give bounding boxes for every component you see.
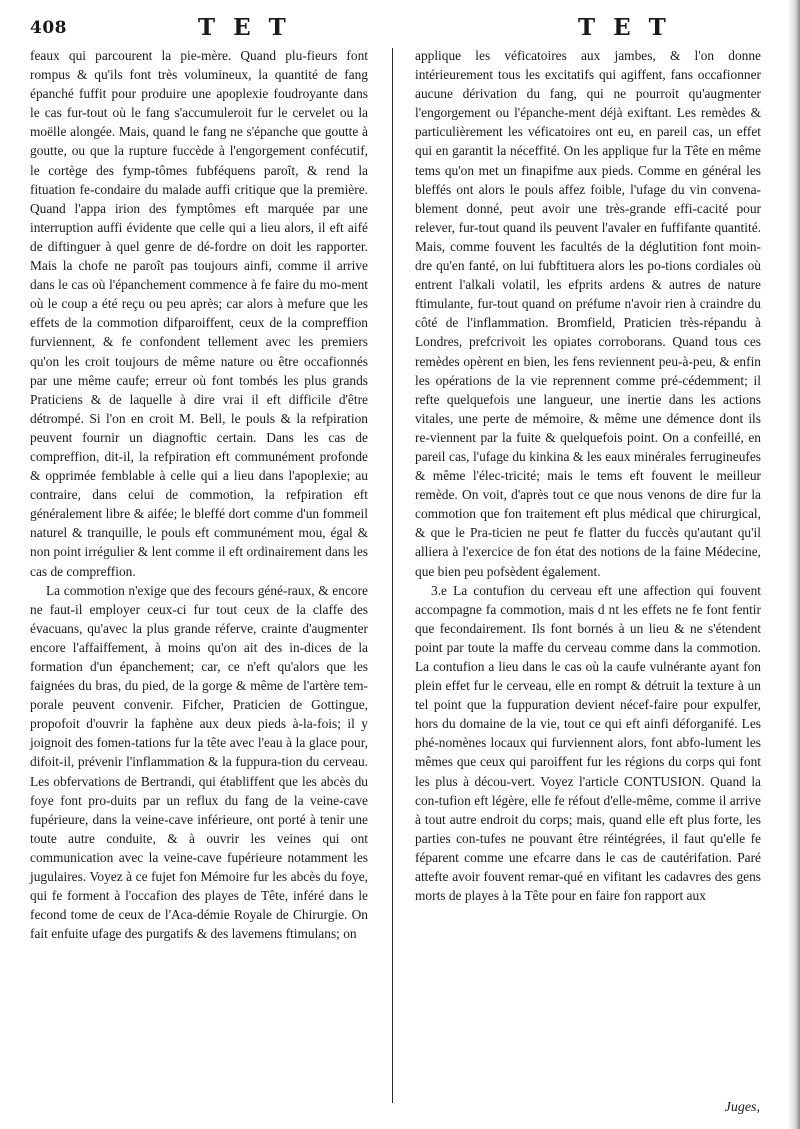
page-number: 408 — [30, 18, 67, 38]
column-divider — [392, 48, 393, 1103]
running-head-right: T E T — [578, 14, 671, 41]
paragraph: feaux qui parcourent la pie-mère. Quand plu-fieurs font rompus & qu'ils font très volumineux, la quantité de fang épanché fuffit pour produire une apoplexie foudroyante dans le cas fur-tout où le fang s'accumuleroit fur le cervelet ou la moëlle alongée. Mais, quand le fang ne s'épanche que goutte à goutte, ou que la rupture fuccède à l'engorgement confécutif, le cortège des fymp-tômes fubféquens paroît, & rend la fituation fe-condaire du malade auffi critique que la première. Quand l'appa irion des fymptômes eft marquée par une interruption auffi évidente que celle qui a lieu alors, il eft aifé de diftinguer à quel genre de dé-fordre on doit les rapporter. Mais la chofe ne paroît pas toujours ainfi, comme il arrive dans le cas où l'épanchement commence à fe faire du mo-ment où le coup a été reçu ou peu après; car alors à mefure que les effets de la commotion difparoiffent, ceux de la compreffion furviennent, & fe confondent tellement avec les premiers qu'on les croit toujours de même nature ou être occafionnés par une même caufe; erreur où font tombés les plus grands Praticiens & de laquelle à dire vrai il eft difficile d'être détrompé. Si l'on en croit M. Bell, le pouls & la refpiration peuvent fournir un diagnoftic certain. Dans les cas de compreffion, dit-il, la refpiration eft communément profonde & opprimée femblable à celle qui a lieu dans l'apoplexie; au contraire, dans celui de commotion, la refpiration eft généralement libre & aifée; le bleffé dort comme d'un fommeil naturel & tranquille, le pouls eft communément mou, égal & non point irrégulier & lent comme il eft ordinairement dans les cas de compreffion. — [30, 48, 368, 579]
paragraph: 3.e La contufion du cerveau eft une affection qui fouvent accompagne fa commotion, mais d nt les effets ne fe font fentir que fecondairement. Ils font bornés à un lieu & ne s'étendent point par toute la maffe du cerveau comme dans la commotion. La contufion a lieu dans le cas où la caufe vulnérante ayant fon plein effet fur le cerveau, elle en rompt & détruit la texture à un tel point que la fuppuration devient nécef-faire pour expulfer, hors du domaine de la vie, tout ce qui eft ainfi déforganifé. Les phé-nomènes locaux qui furviennent alors, font abfo-lument les mêmes que ceux qui paroiffent fur les régions du corps qui font les plus à décou-vert. Voyez l'article CONTUSION. Quand la con-tufion eft légère, elle fe réfout d'elle-même, comme il arrive à tout autre endroit du corps; mais, quand elle eft plus forte, les parties con-tufes ne pouvant être réintégrées, il faut qu'elle fe féparent comme une efcarre dans le cas de cautérifation. Paré attefte avoir fouvent remar-qué en vifitant les cadavres des gens morts de playes à la Tête pour en faire fon rapport aux — [415, 582, 761, 904]
running-head-left: T E T — [198, 14, 291, 41]
catchword: Juges, — [724, 1100, 760, 1115]
page-edge-shadow — [788, 0, 800, 1129]
left-text-column — [30, 46, 368, 943]
paragraph: applique les véficatoires aux jambes, & l'on donne intérieurement tous les excitatifs qui agiffent, fans occafionner aucune dérivation du fang, qui ne pourroit qu'augmenter l'engorgement ou l'épanche-ment déjà exiftant. Les remèdes & particulièrement les véficatoires ont eu, en pareil cas, un effet qui en garantit la néceffité. On les applique fur la Tête en même tems qu'on met un finapifme aux pieds. Comme en général les bleffés ont alors le pouls affez foible, l'ufage du vin convena-blement donné, peut avoir une très-grande effi-cacité pour relever, fur-tout quand ils peuvent l'avaler en fuffifante quantité. Mais, comme fouvent les facultés de la déglutition font moin-dre qu'en fanté, on lui fubftituera alors les po-tions cordiales où entrent l'alkali volatil, les efprits ardens & autres de nature ftimulante, fur-tout quand on préfume n'avoir rien à craindre du côté de l'inflammation. Bromfield, Praticien très-répandu à Londres, prefcrivoit les opiates corroborans. Quand tous ces remèdes opèrent en bien, les fens reviennent peu-à-peu, & enfin les opérations de la vie reprennent comme pré-cédemment; il refte quelquefois une langueur, une inertie dans les actions vitales, une perte de mémoire, & même une démence dont ils re-viennent par la fuite & quelquefois point. On a confeillé, en pareil cas, l'ufage du kinkina & les eaux minérales ferrugineufes & même l'élec-tricité; mais le tems eft fouvent le meilleur remède. On voit, d'après tout ce que nous venons de dire fur la commotion que fon traitement eft plus médical que chirurgical, & que le Pra-ticien ne peut fe flatter du fuccès qu'autant qu'il alliera à l'exercice de fon état des notions de la faine Médecine, que bien peu pofsèdent également. — [415, 48, 761, 579]
right-text-column — [415, 46, 761, 905]
page-header — [30, 14, 774, 44]
paragraph: La commotion n'exige que des fecours géné-raux, & encore ne faut-il employer ceux-ci fur tout ceux de la claffe des évacuans, qu'avec la plus grande réferve, crainte d'augmenter encore l'affaiffement, à moins qu'on ait des in-dices de la formation d'un épanchement; car, ce n'eft qu'alors que les faignées du bras, du pied, de la gorge & même de l'artère tem-porale peuvent convenir. Fifcher, Praticien de Gottingue, propofoit d'ouvrir la faphène aux deux pieds à-la-fois; il y joignoit des fomen-tations fur la tête avec l'eau à la glace pour, difoit-il, prévenir l'inflammation & la fuppura-tion du cerveau. Les obfervations de Bertrandi, qui établiffent que les abcès du foye font pro-duits par un reflux du fang de la veine-cave fupérieure, dans la veine-cave inférieure, ont porté à tenir une toute autre conduite, & à ouvrir les veines qui ont communication avec la veine-cave fupérieure notamment les jugulaires. Voyez à ce fujet fon Mémoire fur les abcès du foye, qui fe forment à l'occafion des playes de Tête, inféré dans le fecond tome de ceux de l'Aca-démie Royale de Chirurgie. On fait enfuite ufage des purgatifs & des lavemens ftimulans; on — [30, 582, 368, 942]
